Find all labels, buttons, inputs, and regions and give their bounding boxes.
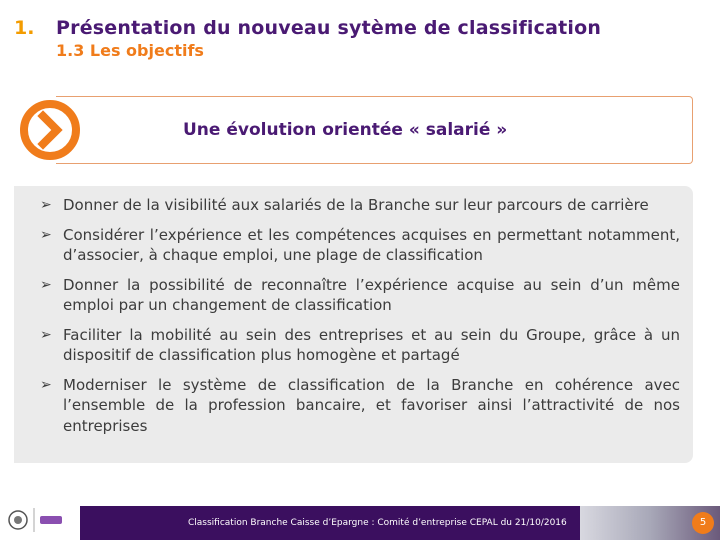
page-number: 5 xyxy=(692,512,714,534)
list-item: ➢ Donner de la visibilité aux salariés de la Branche sur leur parcours de carrière xyxy=(40,196,649,214)
banner-title: Une évolution orientée « salarié » xyxy=(183,120,508,140)
bullet-arrow-icon: ➢ xyxy=(40,276,52,293)
list-item: ➢ Considérer l’expérience et les compétences acquises en permettant notamment, d’associer, à chaque emploi, une plage de classification xyxy=(40,225,680,264)
list-item: ➢ Donner la possibilité de reconnaître l’expérience acquise au sein d’un même emploi par un changement de classification xyxy=(40,275,680,314)
list-item: ➢ Moderniser le système de classification de la Branche en cohérence avec l’ensemble de la profession bancaire, et favoriser ainsi l’attractivité de nos entreprises xyxy=(40,375,680,435)
caisse-epargne-logo-icon xyxy=(4,502,76,538)
bullet-arrow-icon: ➢ xyxy=(40,226,52,243)
list-item: ➢ Faciliter la mobilité au sein des entreprises et au sein du Groupe, grâce à un dispositif de classification plus homogène et partagé xyxy=(40,325,680,364)
footer-text: Classification Branche Caisse d’Epargne : Comité d’entreprise CEPAL du 21/10/2016 xyxy=(188,518,567,528)
page-title: Présentation du nouveau sytème de classification xyxy=(56,17,602,39)
page-subtitle: 1.3 Les objectifs xyxy=(56,41,204,60)
chevron-circle-icon xyxy=(14,95,84,165)
bullet-arrow-icon: ➢ xyxy=(40,376,52,393)
objectives-list xyxy=(40,195,680,445)
section-number: 1. xyxy=(14,17,35,39)
bullet-arrow-icon: ➢ xyxy=(40,326,52,343)
bullet-arrow-icon: ➢ xyxy=(40,197,52,213)
